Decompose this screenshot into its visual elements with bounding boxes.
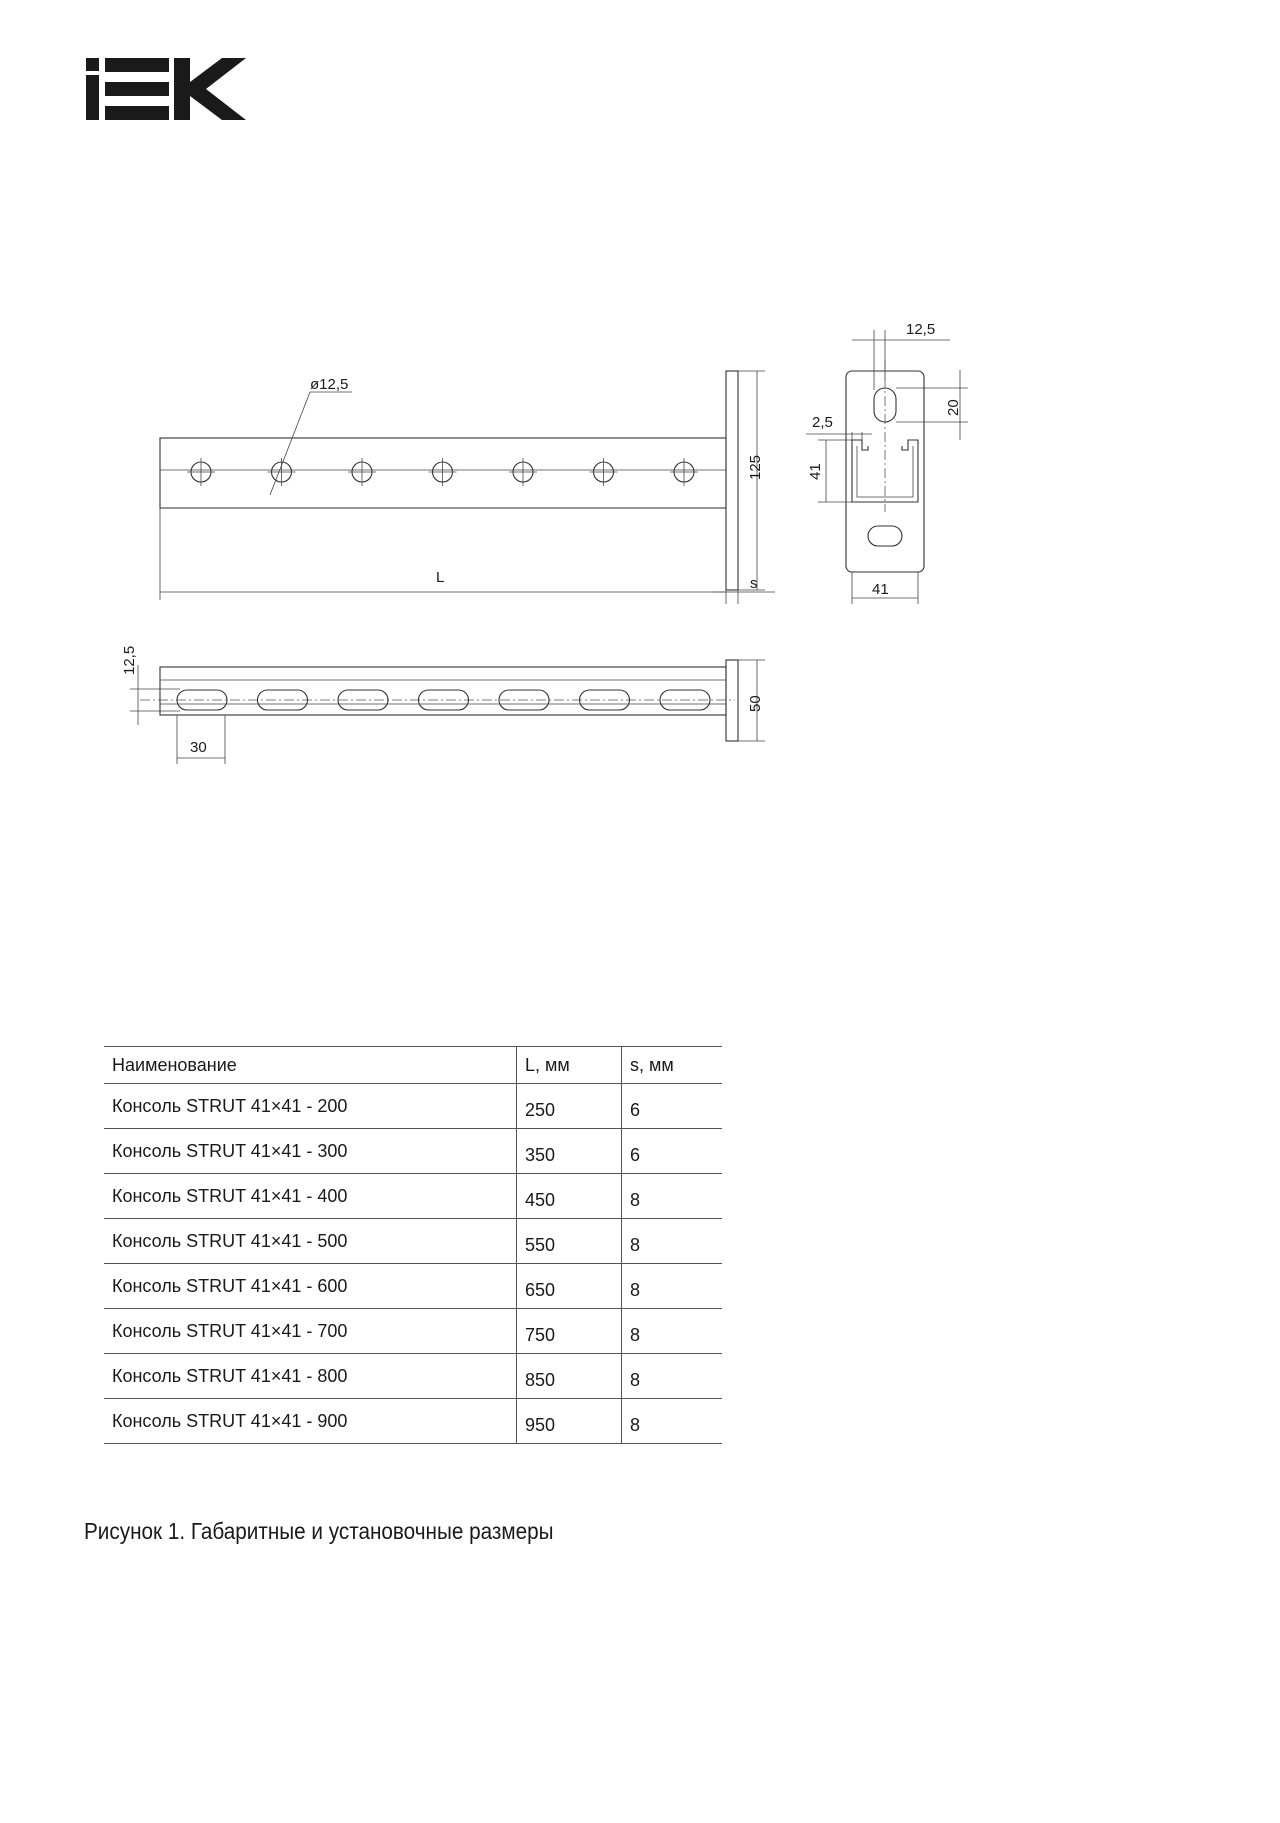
cell-s: 6 bbox=[622, 1129, 723, 1174]
cell-L: 550 bbox=[517, 1219, 622, 1264]
table-row bbox=[104, 1129, 722, 1174]
table-row bbox=[104, 1084, 722, 1129]
cell-name: Консоль STRUT 41×41 - 900 bbox=[104, 1399, 517, 1444]
dim-profile-width: 41 bbox=[872, 581, 889, 598]
table-header-row bbox=[104, 1047, 722, 1084]
cell-name: Консоль STRUT 41×41 - 300 bbox=[104, 1129, 517, 1174]
cell-L: 250 bbox=[517, 1084, 622, 1129]
figure-caption: Рисунок 1. Габаритные и установочные размеры bbox=[84, 1518, 554, 1544]
cell-name: Консоль STRUT 41×41 - 400 bbox=[104, 1174, 517, 1219]
dim-slot-offset: 12,5 bbox=[121, 645, 138, 675]
cell-L: 850 bbox=[517, 1354, 622, 1399]
header-s: s, мм bbox=[622, 1047, 723, 1084]
dim-slot-height: 20 bbox=[945, 399, 962, 416]
cell-s: 6 bbox=[622, 1084, 723, 1129]
cell-s: 8 bbox=[622, 1399, 723, 1444]
top-view bbox=[121, 646, 765, 764]
slot bbox=[258, 690, 308, 710]
dim-top-slot-offset: 12,5 bbox=[906, 321, 936, 338]
dim-length-L: L bbox=[436, 569, 445, 586]
technical-drawing bbox=[0, 0, 1280, 820]
cell-s: 8 bbox=[622, 1309, 723, 1354]
dim-height-125: 125 bbox=[747, 454, 764, 480]
table-row bbox=[104, 1399, 722, 1444]
dim-hole-diameter: ø12,5 bbox=[310, 376, 349, 393]
dim-slot-pitch: 30 bbox=[190, 739, 207, 756]
cell-L: 650 bbox=[517, 1264, 622, 1309]
dim-width-50: 50 bbox=[747, 695, 764, 712]
side-view bbox=[806, 321, 968, 604]
header-name: Наименование bbox=[104, 1047, 517, 1084]
table-row bbox=[104, 1354, 722, 1399]
cell-s: 8 bbox=[622, 1219, 723, 1264]
cell-s: 8 bbox=[622, 1174, 723, 1219]
dim-lip: 2,5 bbox=[812, 414, 833, 431]
spec-table bbox=[104, 1046, 722, 1444]
front-view bbox=[160, 371, 775, 604]
header-L: L, мм bbox=[517, 1047, 622, 1084]
cell-L: 750 bbox=[517, 1309, 622, 1354]
dim-profile-height: 41 bbox=[807, 463, 824, 480]
cell-L: 950 bbox=[517, 1399, 622, 1444]
cell-name: Консоль STRUT 41×41 - 200 bbox=[104, 1084, 517, 1129]
table-row bbox=[104, 1264, 722, 1309]
cell-name: Консоль STRUT 41×41 - 700 bbox=[104, 1309, 517, 1354]
cell-L: 350 bbox=[517, 1129, 622, 1174]
cell-s: 8 bbox=[622, 1264, 723, 1309]
table-row bbox=[104, 1219, 722, 1264]
cell-name: Консоль STRUT 41×41 - 500 bbox=[104, 1219, 517, 1264]
cell-s: 8 bbox=[622, 1354, 723, 1399]
cell-name: Консоль STRUT 41×41 - 800 bbox=[104, 1354, 517, 1399]
cell-L: 450 bbox=[517, 1174, 622, 1219]
dim-thickness-s: s bbox=[750, 575, 758, 592]
table-row bbox=[104, 1309, 722, 1354]
cell-name: Консоль STRUT 41×41 - 600 bbox=[104, 1264, 517, 1309]
table-row bbox=[104, 1174, 722, 1219]
